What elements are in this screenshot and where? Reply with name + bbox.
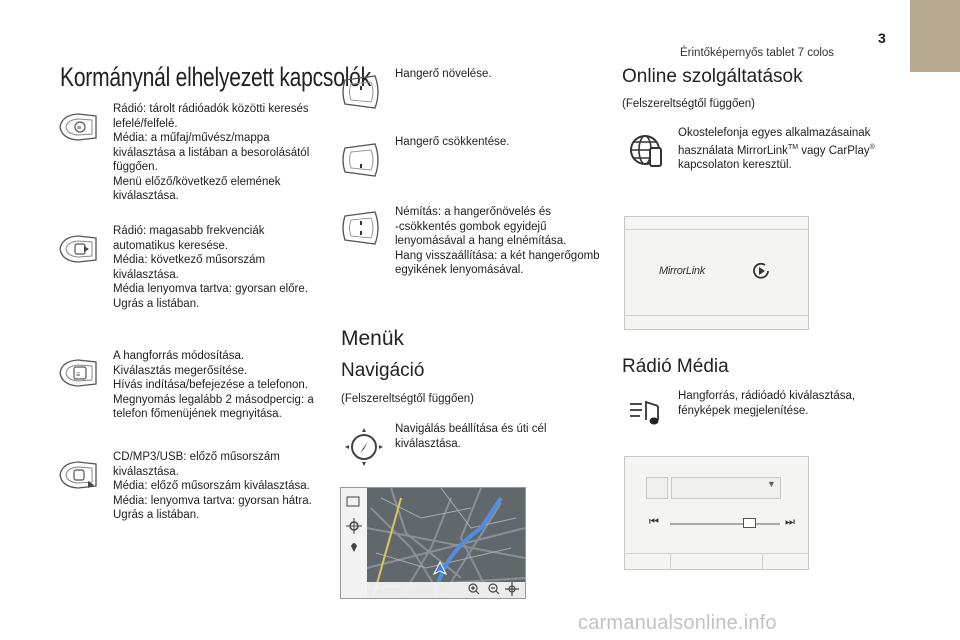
svg-text:≡: ≡ <box>77 125 82 132</box>
page-header: Érintőképernyős tablet 7 colos <box>680 47 835 59</box>
previous-track-icon: ⏮ <box>649 516 659 528</box>
progress-handle <box>743 518 756 528</box>
online-services-text: Okostelefonja egyes alkalmazásainak használata MirrorLink™ vagy CarPlay® kapcsolaton keresztül. <box>678 127 875 171</box>
watermark: carmanualsonline.info <box>578 612 777 634</box>
online-services-title: Online szolgáltatások <box>622 66 803 87</box>
steering-switch-icon <box>56 353 102 393</box>
carplay-icon <box>751 261 771 281</box>
mute-text: Némítás: a hangerőnövelés és -csökkentés gombok egyidejű lenyomásával a hang elnémítása. Hang visszaállítása: a két hangerőgomb egyikének lenyomásával. <box>395 206 600 276</box>
navigation-screen <box>340 487 526 599</box>
volume-down-text: Hangerő csökkentése. <box>395 136 510 148</box>
volume-down-switch-icon <box>339 140 385 180</box>
steering-switch-icon <box>56 107 102 147</box>
page-tab <box>910 0 960 72</box>
page-number: 3 <box>878 30 886 46</box>
music-note-icon <box>628 396 668 428</box>
globe-phone-icon <box>627 130 669 170</box>
mirrorlink-logo: MirrorLink <box>659 265 705 277</box>
svg-text:≡: ≡ <box>76 371 81 379</box>
volume-up-switch-icon <box>339 72 385 112</box>
radio-media-text: Hangforrás, rádióadó kiválasztása, fényképek megjelenítése. <box>678 390 856 417</box>
navigation-title: Navigáció <box>341 360 425 381</box>
dropdown-arrow-icon: ▼ <box>767 479 776 489</box>
steering-controls-title: Kormánynál elhelyezett kapcsolók <box>60 62 371 92</box>
mute-switch-icon <box>339 208 385 248</box>
mirrorlink-screen <box>624 216 809 330</box>
navigation-note: (Felszereltségtől függően) <box>341 393 474 405</box>
navigation-text: Navigálás beállítása és úti cél kiválasztása. <box>395 423 547 450</box>
menus-title: Menük <box>341 327 405 350</box>
steering-switch-icon <box>56 229 102 269</box>
volume-up-text: Hangerő növelése. <box>395 68 492 80</box>
online-services-note: (Felszereltségtől függően) <box>622 98 755 110</box>
radio-media-screen <box>624 456 809 570</box>
left-item-2-text: Rádió: magasabb frekvenciák automatikus keresése. Média: következő műsorszám kiválasztása. Média lenyomva tartva: gyorsan előre. Ugrás a listában. <box>113 225 308 310</box>
radio-media-title: Rádió Média <box>622 356 729 377</box>
next-track-icon: ⏭ <box>785 516 795 528</box>
left-item-1-text: Rádió: tárolt rádióadók közötti keresés lefelé/felfelé. Média: a műfaj/művész/mappa kiválasztása a listában a besorolásától függően. Menü előző/következő elemének kiválasztása. <box>113 103 310 202</box>
left-item-4-text: CD/MP3/USB: előző műsorszám kiválasztása. Média: előző műsorszám kiválasztása. Média: lenyomva tartva: gyorsan hátra. Ugrás a listában. <box>113 451 312 521</box>
navigation-compass-icon <box>342 425 386 469</box>
left-item-3-text: A hangforrás módosítása. Kiválasztás megerősítése. Hívás indítása/befejezése a telefonon. Megnyomás legalább 2 másodpercig: a telefon főmenüjének megnyitása. <box>113 350 314 420</box>
steering-switch-icon <box>56 455 102 495</box>
